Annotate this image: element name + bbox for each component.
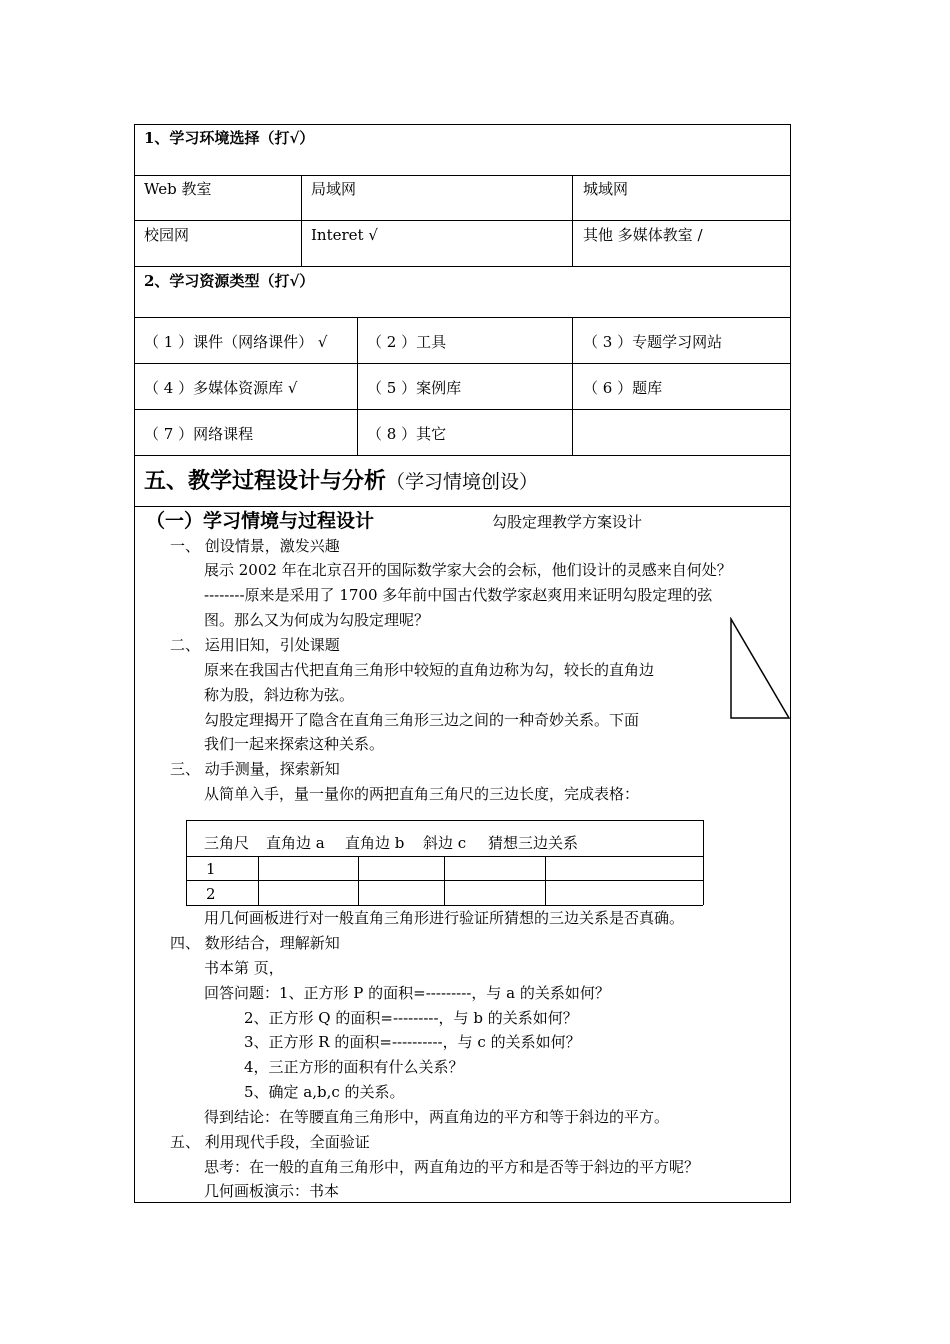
step-heading: 二、 运用旧知，引处课题 — [170, 636, 340, 654]
step-text: 图。那么又为何成为勾股定理呢？ — [204, 611, 430, 629]
step-text: 展示 2002 年在北京召开的国际数学家大会的会标，他们设计的灵感来自何处？ — [204, 561, 732, 579]
step-text: 几何画板演示：书本 — [204, 1182, 340, 1200]
step-text: 从简单入手，量一量你的两把直角三角尺的三边长度，完成表格： — [204, 785, 640, 803]
row-divider — [134, 266, 791, 267]
step-text: 3、正方形 R 的面积=----------，与 c 的关系如何？ — [244, 1033, 581, 1051]
step-text: 回答问题：1、正方形 P 的面积=---------，与 a 的关系如何？ — [204, 984, 610, 1002]
resource-cell: （ 1 ）课件（网络课件） √ — [144, 333, 328, 351]
table-rule — [186, 820, 187, 905]
right-triangle-figure — [728, 617, 792, 721]
table-rule — [186, 820, 703, 821]
step-text: 思考：在一般的直角三角形中，两直角边的平方和是否等于斜边的平方呢？ — [204, 1158, 700, 1176]
step-heading: 三、 动手测量，探索新知 — [170, 760, 340, 778]
resource-cell: （ 4 ）多媒体资源库 √ — [144, 379, 298, 397]
env-cell: 城域网 — [583, 180, 629, 198]
table-header: 斜边 c — [423, 834, 467, 852]
step-text: 原来在我国古代把直角三角形中较短的直角边称为勾，较长的直角边 — [204, 661, 655, 679]
table-rule — [444, 856, 445, 905]
step-heading: 五、 利用现代手段，全面验证 — [170, 1133, 370, 1151]
resource-cell: （ 7 ）网络课程 — [144, 425, 254, 443]
row-divider — [134, 363, 791, 364]
step-text: 2、正方形 Q 的面积=---------，与 b 的关系如何？ — [244, 1009, 578, 1027]
table-rule — [258, 856, 259, 905]
step-text: --------原来是采用了 1700 多年前中国古代数学家赵爽用来证明勾股定理的弦 — [204, 586, 713, 604]
row-divider — [134, 317, 791, 318]
step-text: 用几何画板进行对一般直角三角形进行验证所猜想的三边关系是否真确。 — [204, 909, 685, 927]
table-header: 直角边 a — [266, 834, 325, 852]
table-rule — [545, 856, 546, 905]
env-cell: 局域网 — [311, 180, 357, 198]
table-rule — [703, 820, 704, 905]
section-title — [144, 469, 538, 495]
step-text: 勾股定理揭开了隐含在直角三角形三边之间的一种奇妙关系。下面 — [204, 711, 640, 729]
col-divider — [357, 317, 358, 455]
resource-cell: （ 8 ）其它 — [367, 425, 447, 443]
env-cell: 其他 多媒体教室 / — [583, 226, 703, 244]
row-divider — [134, 506, 791, 507]
resource-cell: （ 2 ）工具 — [367, 333, 447, 351]
section-title-main: 五、教学过程设计与分析 — [144, 469, 387, 494]
step-heading: 一、 创设情景，激发兴趣 — [170, 537, 340, 555]
table-cell: 2 — [206, 885, 216, 903]
env-cell: Interet √ — [311, 226, 378, 244]
row-divider — [134, 409, 791, 410]
step-text: 5、确定 a,b,c 的关系。 — [244, 1083, 405, 1101]
col-divider — [572, 317, 573, 455]
table-rule — [358, 856, 359, 905]
table-rule — [186, 905, 703, 906]
env-heading: 1、学习环境选择（打√） — [144, 129, 315, 147]
row-divider — [134, 220, 791, 221]
step-text: 书本第 页， — [204, 959, 284, 977]
part-subtitle: 勾股定理教学方案设计 — [492, 513, 643, 531]
step-text: 我们一起来探索这种关系。 — [204, 735, 385, 753]
table-header: 猜想三边关系 — [488, 834, 579, 852]
row-divider — [134, 455, 791, 456]
table-header: 三角尺 — [204, 834, 250, 852]
section-title-note: （学习情境创设） — [386, 471, 539, 493]
resource-cell: （ 3 ）专题学习网站 — [583, 333, 723, 351]
col-divider — [301, 175, 302, 266]
col-divider — [572, 175, 573, 266]
resources-heading: 2、学习资源类型（打√） — [144, 272, 315, 290]
env-cell: Web 教室 — [144, 180, 212, 198]
part-title: （一）学习情境与过程设计 — [146, 510, 375, 532]
resource-cell: （ 6 ）题库 — [583, 379, 663, 397]
table-header: 直角边 b — [345, 834, 405, 852]
step-text: 4，三正方形的面积有什么关系？ — [244, 1058, 464, 1076]
table-cell: 1 — [206, 860, 216, 878]
resource-cell: （ 5 ）案例库 — [367, 379, 462, 397]
step-text: 得到结论：在等腰直角三角形中，两直角边的平方和等于斜边的平方。 — [204, 1108, 670, 1126]
step-heading: 四、 数形结合，理解新知 — [170, 934, 340, 952]
step-text: 称为股，斜边称为弦。 — [204, 686, 355, 704]
env-cell: 校园网 — [144, 226, 190, 244]
row-divider — [134, 175, 791, 176]
